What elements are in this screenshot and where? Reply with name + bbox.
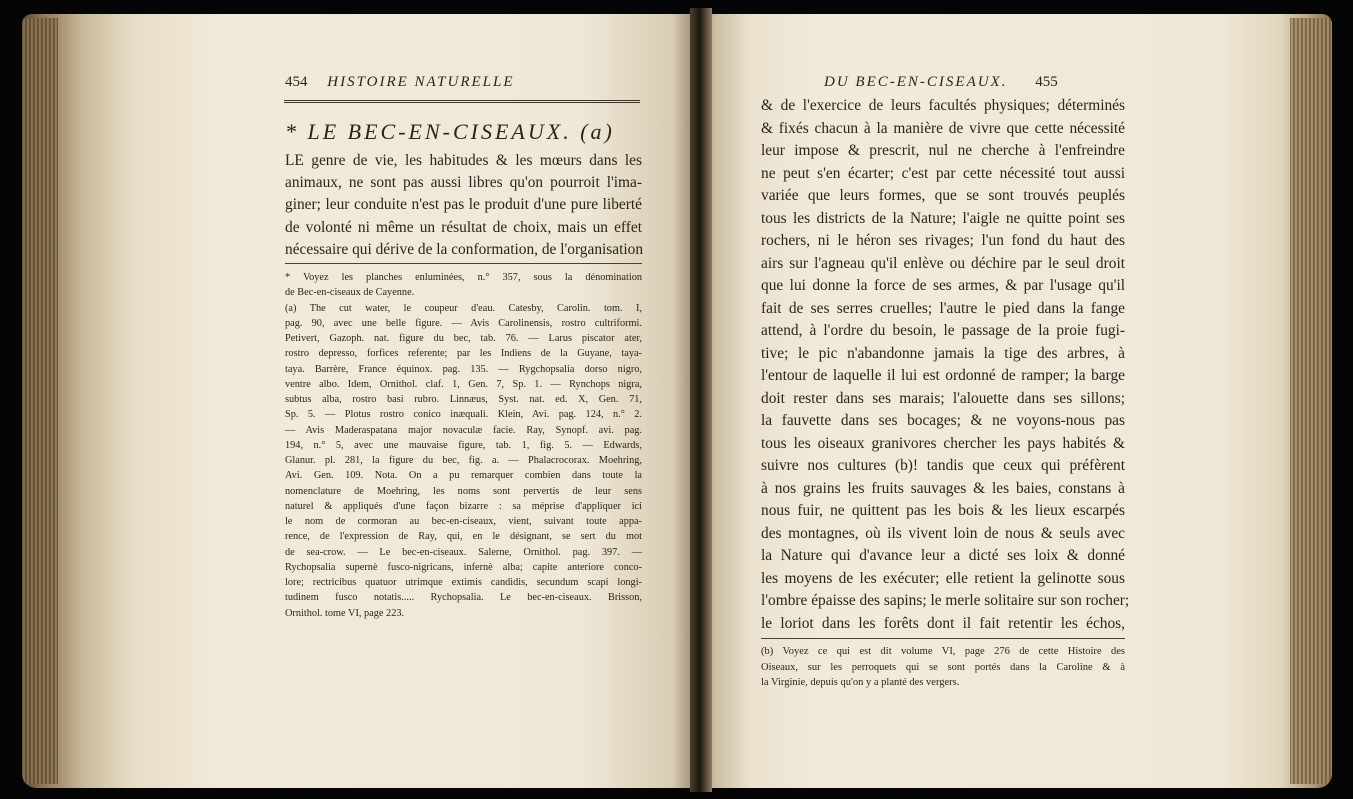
left-footnote-rule [285,263,642,264]
right-body-line: attend, à l'ordre du besoin, le passage de la proie fugi- [761,322,1125,339]
footnote-line: (b) Voyez ce qui est dit volume VI, page 276 de cette Histoire des [761,646,1125,657]
right-body-line: tous les oiseaux granivores chercher les pays habités & [761,434,1125,452]
chapter-title: * LE BEC-EN-CISEAUX. (a) [285,119,615,144]
left-body-line: animaux, ne sont pas aussi libres qu'on pourroit l'ima- [285,174,642,192]
right-body-line: fait de ses serres cruelles; l'autre le pied dans la fange [761,299,1125,317]
footnote-line: 194, n.° 5, avec une mauvaise figure, tab. 1, fig. 5. — Edwards, [285,439,642,451]
footnote-line: — Avis Maderaspatana major novaculæ facie. Ray, Synopf. avi. pag. [285,424,642,436]
footnote-line: pag. 90, avec une belle figure. — Avis Carolinensis, rostro cultriformi. [285,317,642,329]
footnote-line: * Voyez les planches enluminées, n.° 357, sous la dénomination [285,272,642,283]
left-running-head [285,74,515,91]
footnote-line: naturel & appliqués d'une façon bizarre : sa méprise d'appliquer ici [285,500,642,512]
right-body [761,95,1130,635]
footnote-line: lore; rectricibus quatuor utrimque extimis candidis, secundum scapi longi- [285,577,642,588]
footnote-line: la Virginie, depuis qu'on y a planté des vergers. [761,677,960,688]
right-body-line: nous fuir, ne quittent pas les bois & les lieux escarpés [761,502,1125,519]
right-body-line: l'entour de laquelle il lui est ordonné de ramper; la barge [761,367,1125,384]
left-body [285,150,642,261]
footnote-line: rence, de l'expression de Ray, qui, en le désignant, se sert du mot [285,531,642,543]
page-edges-left [22,18,58,784]
page-edges-right [1290,18,1332,784]
footnote-line: le nom de cormoran au bec-en-ciseaux, vient, suivant toute appa- [285,516,642,527]
right-body-line: ne peut s'en écarter; c'est par cette nécessité tout aussi [761,164,1125,182]
right-body-line: & de l'exercice de leurs facultés physiques; déterminés [761,97,1125,114]
right-running-head [824,74,1058,91]
footnote-line: taya. Barrère, France équinox. pag. 135. — Rygchopsalia dorso nigro, [285,363,642,375]
right-body-line: tous les districts de la Nature; l'aigle ne quitte point ses [761,209,1125,227]
left-body-line: nécessaire qui dérive de la conformation, de l'organisation [285,240,644,258]
footnote-line: Avi. Gen. 109. Nota. On a pu remarquer combien dans toute la [285,470,642,482]
right-body-line: rochers, ni le héron ses rivages; l'un fond du haut des [761,232,1125,249]
left-body-line: de volonté ni même un résultat de choix, mais un effet [285,218,642,236]
footnote-line: Glanur. pl. 281, la figure du bec, fig. a. — Phalacrocorax. Moehring, [285,455,642,466]
right-footnote-rule [761,638,1125,639]
footnote-line: de Bec-en-ciseaux de Cayenne. [285,287,415,299]
left-page-number: 454 [285,74,308,90]
left-body-line: giner; leur conduite n'est pas le produit d'une pure liberté [285,196,642,214]
left-running-title: HISTOIRE NATURELLE [327,74,515,90]
footnote-line: subtus alba, rostro basi rubro. Linnæus, Syst. nat. ed. X, Gen. 71, [285,394,642,405]
footnote-line: Rychopsalia supernè fusco-nigricans, infernè alba; capite anteriore conco- [285,561,642,573]
right-body-line: tive; le pic n'abandonne jamais la tige des arbres, à [761,344,1125,362]
right-body-line: l'ombre épaisse des sapins; le merle solitaire sur son rocher; [761,592,1130,609]
right-body-line: doit rester dans ses marais; l'alouette dans ses sillons; [761,389,1125,407]
right-body-line: que lui donne la force de ses armes, & par l'usage qu'il [761,277,1125,294]
footnote-line: (a) The cut water, le coupeur d'eau. Catesby, Carolin. tom. I, [285,302,642,314]
left-header-rule [284,100,640,103]
right-body-line: & fixés chacun à la manière de vivre que cette nécessité [761,119,1125,137]
right-body-line: suivre nos cultures (b)! tandis que ceux qui préfèrent [761,457,1125,474]
footnote-line: ventre albo. Idem, Ornithol. claf. 1, Gen. 7, Sp. 1. — Rynchops nigra, [285,378,642,390]
right-page-number: 455 [1035,74,1058,90]
right-body-line: la Nature qui d'avance leur a dicté ses loix & donné [761,547,1125,564]
right-body-line: airs sur l'agneau qu'il enlève ou déchire par le seul droit [761,254,1125,272]
footnote-line: Ornithol. tome VI, page 223. [285,607,405,619]
left-footnotes [285,270,642,621]
right-body-line: la fauvette dans ses bocages; & ne voyons-nous pas [761,412,1125,429]
footnote-line: Oiseaux, sur les perroquets qui se sont portés dans la Caroline & à [761,661,1125,673]
footnote-line: nomenclature de Moehring, les noms sont pervertis de leur sens [285,485,642,497]
right-running-title: DU BEC-EN-CISEAUX. [824,74,1008,90]
right-body-line: le loriot dans les forêts dont il fait retentir les échos, [761,614,1125,632]
footnote-line: rostro depresso, forfices referente; par les Indiens de la Guyane, taya- [285,348,642,360]
footnote-line: tudinem fusco notatis..... Rychopsalia. Le bec-en-ciseaux. Brisson, [285,592,642,604]
footnote-line: Petivert, Gazoph. nat. figure du bec, tab. 76. — Larus piscator ater, [285,333,642,344]
footnote-line: Sp. 5. — Plotus rostro conico inæquali. Klein, Avi. pag. 124, n.° 2. [285,409,642,421]
footnote-line: de sea-crow. — Le bec-en-ciseaux. Salerne, Ornithol. pag. 397. — [285,546,642,558]
left-body-line: LE genre de vie, les habitudes & les mœurs dans les [285,152,642,169]
right-footnotes [761,644,1125,691]
right-body-line: des montagnes, où ils vivent loin de nous & seuls avec [761,524,1125,542]
right-body-line: variée que leurs formes, que se sont trouvés peuplés [761,187,1125,204]
book-gutter [690,8,712,792]
right-body-line: à nos grains les fruits sauvages & les baies, constans à [761,479,1125,497]
right-body-line: leur impose & prescrit, nul ne cherche à l'enfreindre [761,142,1125,159]
right-body-line: les moyens de les exécuter; elle retient la gelinotte sous [761,569,1125,587]
